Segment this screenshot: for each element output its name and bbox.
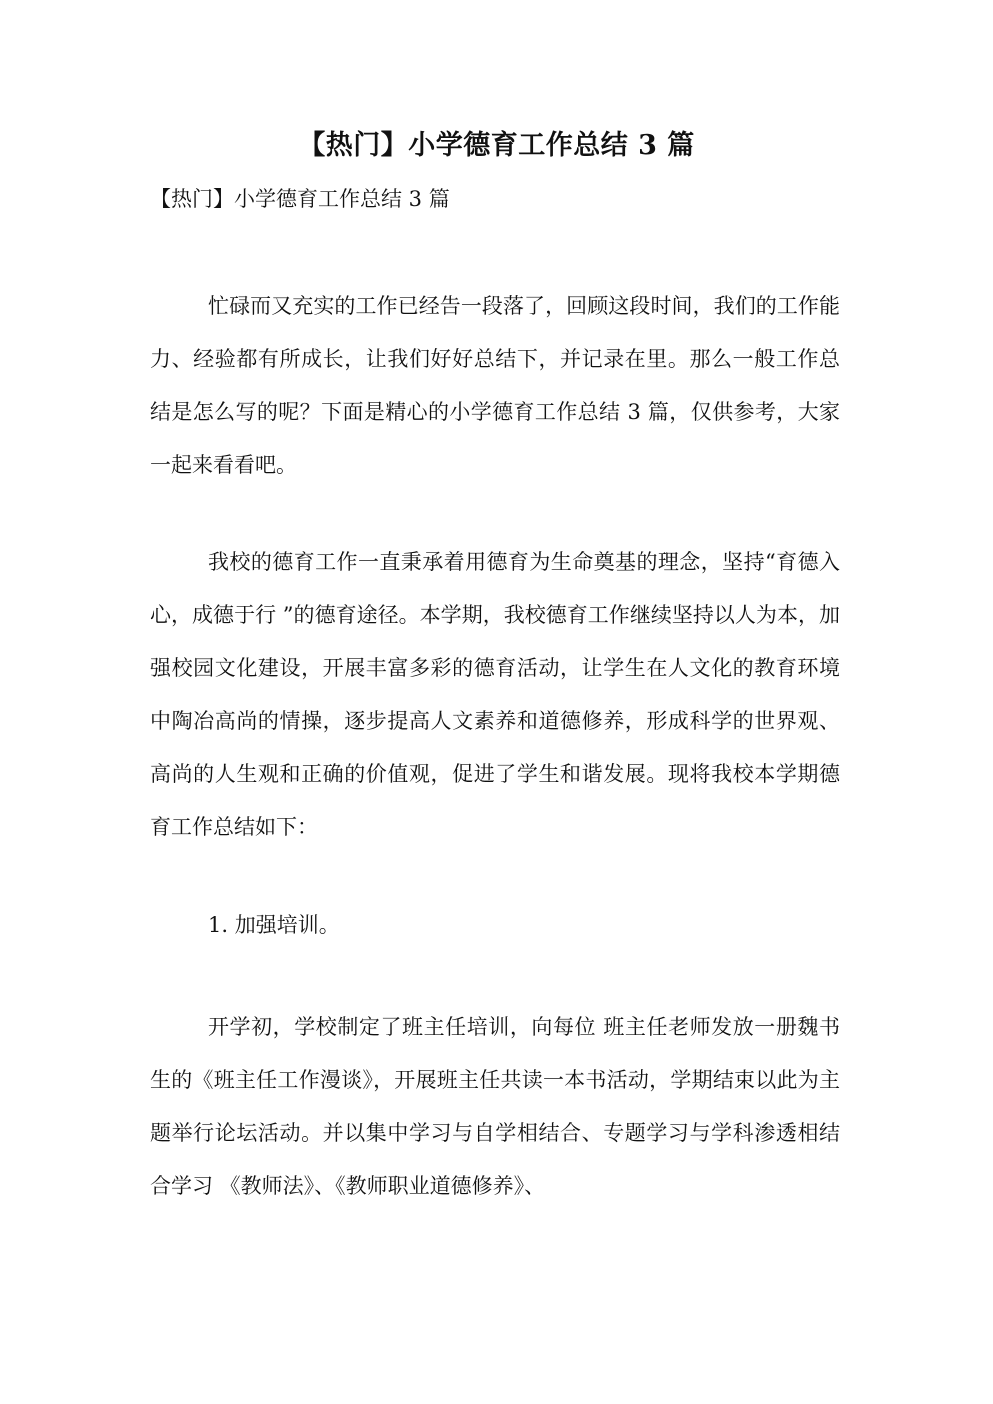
section-heading: 1. 加强培训。 xyxy=(208,913,340,937)
training-paragraph: 开学初，学校制定了班主任培训，向每位 班主任老师发放一册魏书生的《班主任工作漫谈》，开展班主任共读一本书活动，学期结束以此为主题举行论坛活动。并以集中学习与自学相结合、专题学习与学科渗透相结合学习 《教师法》、《教师职业道德修养》、 xyxy=(150,1015,840,1198)
intro-paragraph: 忙碌而又充实的工作已经告一段落了，回顾这段时间，我们的工作能力、经验都有所成长，让我们好好总结下，并记录在里。那么一般工作总结是怎么写的呢？下面是精心的小学德育工作总结 3 篇，仅供参考，大家一起来看看吧。 xyxy=(150,294,840,477)
document-title: 【热门】小学德育工作总结 3 篇 xyxy=(298,130,695,161)
moral-education-paragraph: 我校的德育工作一直秉承着用德育为生命奠基的理念，坚持“育德入心，成德于行 ”的德育途径。本学期，我校德育工作继续坚持以人为本，加强校园文化建设，开展丰富多彩的德育活动，让学生在人文化的教育环境中陶冶高尚的情操，逐步提高人文素养和道德修养，形成科学的世界观、高尚的人生观和正确的价值观，促进了学生和谐发展。现将我校本学期德育工作总结如下： xyxy=(150,550,840,839)
document-subtitle: 【热门】小学德育工作总结 3 篇 xyxy=(150,187,450,211)
